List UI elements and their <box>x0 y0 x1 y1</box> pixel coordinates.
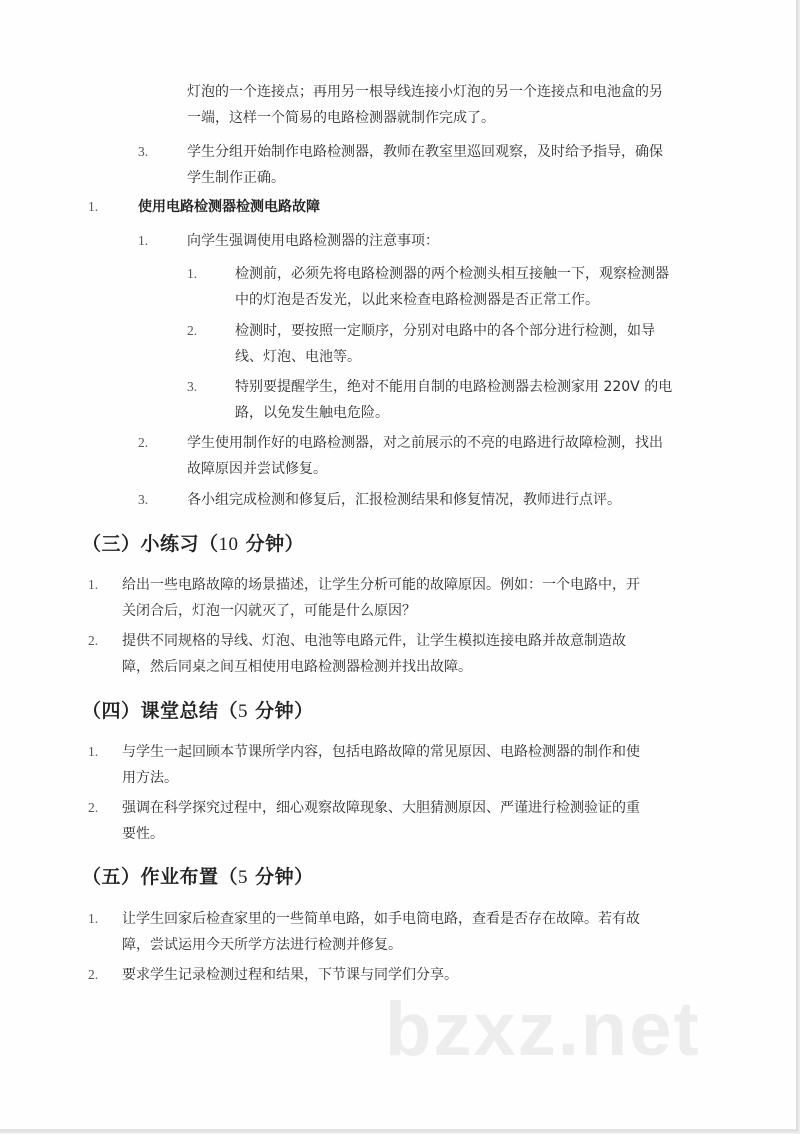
heading-text: （四）课堂总结（ <box>82 700 239 722</box>
line: 故障原因并尝试修复。 <box>187 461 327 477</box>
line: 一端，这样一个简易的电路检测器就制作完成了。 <box>187 110 495 126</box>
heading-text: 分钟） <box>248 866 314 888</box>
subsection-title: 使用电路检测器检测电路故障 <box>138 199 320 215</box>
line: 障，尝试运用今天所学方法进行检测并修复。 <box>122 937 402 953</box>
list-number: 3. <box>138 144 149 159</box>
list-number: 2. <box>138 435 149 450</box>
list-item-continuation <box>187 79 717 131</box>
watermark: bzxz.net <box>385 987 701 1072</box>
list-number: 2. <box>187 323 198 338</box>
line: 灯泡的一个连接点；再用另一根导线连接小灯泡的另一个连接点和电池盒的另 <box>187 84 663 100</box>
line: 与学生一起回顾本节课所学内容，包括电路故障的常见原因、电路检测器的制作和使 <box>122 744 640 760</box>
line: 学生制作正确。 <box>187 170 285 186</box>
heading-text: （三）小练习（ <box>82 533 219 555</box>
line: 检测时，要按照一定顺序，分别对电路中的各个部分进行检测，如导 <box>235 323 655 339</box>
list-number: 2. <box>88 633 99 648</box>
section-heading-homework <box>82 862 314 893</box>
section-heading-summary <box>82 696 314 727</box>
list-number: 3. <box>138 492 149 507</box>
line: 学生分组开始制作电路检测器，教师在教室里巡回观察，及时给予指导，确保 <box>187 144 663 160</box>
line: 特别要提醒学生，绝对不能用自制的电路检测器去检测家用 220V 的电 <box>235 379 673 395</box>
list-number: 2. <box>88 800 99 815</box>
list-number: 1. <box>88 199 99 214</box>
line: 让学生回家后检查家里的一些简单电路，如手电筒电路，查看是否存在故障。若有故 <box>122 911 640 927</box>
line: 提供不同规格的导线、灯泡、电池等电路元件，让学生模拟连接电路并故意制造故 <box>122 633 626 649</box>
line: 关闭合后，灯泡一闪就灭了，可能是什么原因？ <box>122 603 416 619</box>
line: 检测前，必须先将电路检测器的两个检测头相互接触一下，观察检测器 <box>235 266 669 282</box>
line: 要性。 <box>122 826 164 842</box>
line: 强调在科学探究过程中，细心观察故障现象、大胆猜测原因、严谨进行检测验证的重 <box>122 800 640 816</box>
line: 障，然后同桌之间互相使用电路检测器检测并找出故障。 <box>122 659 472 675</box>
section-heading-practice <box>82 529 304 560</box>
line: 要求学生记录检测过程和结果，下节课与同学们分享。 <box>122 967 458 983</box>
list-number: 1. <box>88 577 99 592</box>
heading-text: （五）作业布置（ <box>82 866 239 888</box>
heading-number: 5 <box>238 867 249 888</box>
heading-text: 分钟） <box>248 700 314 722</box>
list-number: 2. <box>88 967 99 982</box>
heading-text: 分钟） <box>238 533 305 555</box>
heading-number: 10 <box>218 534 239 555</box>
line: 向学生强调使用电路检测器的注意事项： <box>187 233 439 249</box>
heading-number: 5 <box>238 701 249 722</box>
line: 用方法。 <box>122 770 178 786</box>
list-number: 1. <box>88 744 99 759</box>
list-number: 1. <box>187 266 198 281</box>
line: 路，以免发生触电危险。 <box>235 405 389 421</box>
line: 各小组完成检测和修复后，汇报检测结果和修复情况，教师进行点评。 <box>187 492 621 508</box>
line: 线、灯泡、电池等。 <box>235 349 361 365</box>
list-number: 3. <box>187 379 198 394</box>
line: 学生使用制作好的电路检测器，对之前展示的不亮的电路进行故障检测，找出 <box>187 435 663 451</box>
list-number: 1. <box>138 233 149 248</box>
list-number: 1. <box>88 911 99 926</box>
line: 中的灯泡是否发光，以此来检查电路检测器是否正常工作。 <box>235 292 599 308</box>
line: 给出一些电路故障的场景描述，让学生分析可能的故障原因。例如：一个电路中，开 <box>122 577 640 593</box>
